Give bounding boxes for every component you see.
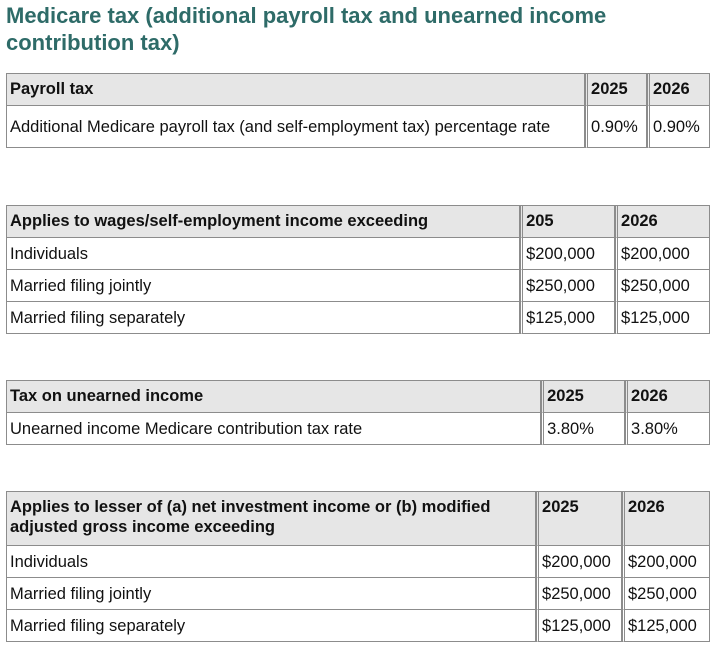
column-header-year: 205 xyxy=(520,206,615,238)
value-cell: $200,000 xyxy=(520,238,615,270)
value-cell: $125,000 xyxy=(520,302,615,334)
column-header-year: 2026 xyxy=(647,74,710,106)
value-cell: $200,000 xyxy=(536,546,622,578)
column-header-year: 2025 xyxy=(536,492,622,546)
value-cell: $250,000 xyxy=(622,578,710,610)
value-cell: 3.80% xyxy=(625,413,710,445)
investment-income-threshold-table xyxy=(6,491,710,642)
column-header-year: 2026 xyxy=(622,492,710,546)
column-header-year: 2026 xyxy=(615,206,710,238)
value-cell: 3.80% xyxy=(541,413,625,445)
table-row xyxy=(7,238,710,270)
value-cell: $250,000 xyxy=(520,270,615,302)
column-header: Payroll tax xyxy=(7,74,585,106)
page-title: Medicare tax (additional payroll tax and unearned income contribution tax) xyxy=(6,3,607,55)
row-label: Individuals xyxy=(7,546,536,578)
table-header-row xyxy=(7,492,710,546)
value-cell: $125,000 xyxy=(536,610,622,642)
table-header-row xyxy=(7,74,710,106)
value-cell: $250,000 xyxy=(615,270,710,302)
row-label: Married filing separately xyxy=(7,610,536,642)
table-row xyxy=(7,578,710,610)
table-header-row xyxy=(7,381,710,413)
value-cell: $200,000 xyxy=(615,238,710,270)
table-row xyxy=(7,106,710,148)
value-cell: 0.90% xyxy=(585,106,647,148)
value-cell: $125,000 xyxy=(615,302,710,334)
row-label: Married filing jointly xyxy=(7,270,520,302)
table-row xyxy=(7,270,710,302)
table-row xyxy=(7,302,710,334)
unearned-income-table xyxy=(6,380,710,445)
row-label: Additional Medicare payroll tax (and self-employment tax) percentage rate xyxy=(7,106,585,148)
row-label: Married filing jointly xyxy=(7,578,536,610)
row-label: Married filing separately xyxy=(7,302,520,334)
column-header-year: 2026 xyxy=(625,381,710,413)
row-label: Individuals xyxy=(7,238,520,270)
payroll-tax-table xyxy=(6,73,710,148)
value-cell: $200,000 xyxy=(622,546,710,578)
row-label: Unearned income Medicare contribution tax rate xyxy=(7,413,541,445)
table-row xyxy=(7,610,710,642)
value-cell: $125,000 xyxy=(622,610,710,642)
wages-threshold-table xyxy=(6,205,710,334)
column-header-year: 2025 xyxy=(585,74,647,106)
column-header: Applies to wages/self-employment income exceeding xyxy=(7,206,520,238)
value-cell: 0.90% xyxy=(647,106,710,148)
value-cell: $250,000 xyxy=(536,578,622,610)
table-header-row xyxy=(7,206,710,238)
column-header-year: 2025 xyxy=(541,381,625,413)
column-header: Applies to lesser of (a) net investment income or (b) modified adjusted gross income exceeding xyxy=(7,492,536,546)
table-row xyxy=(7,413,710,445)
column-header: Tax on unearned income xyxy=(7,381,541,413)
table-row xyxy=(7,546,710,578)
